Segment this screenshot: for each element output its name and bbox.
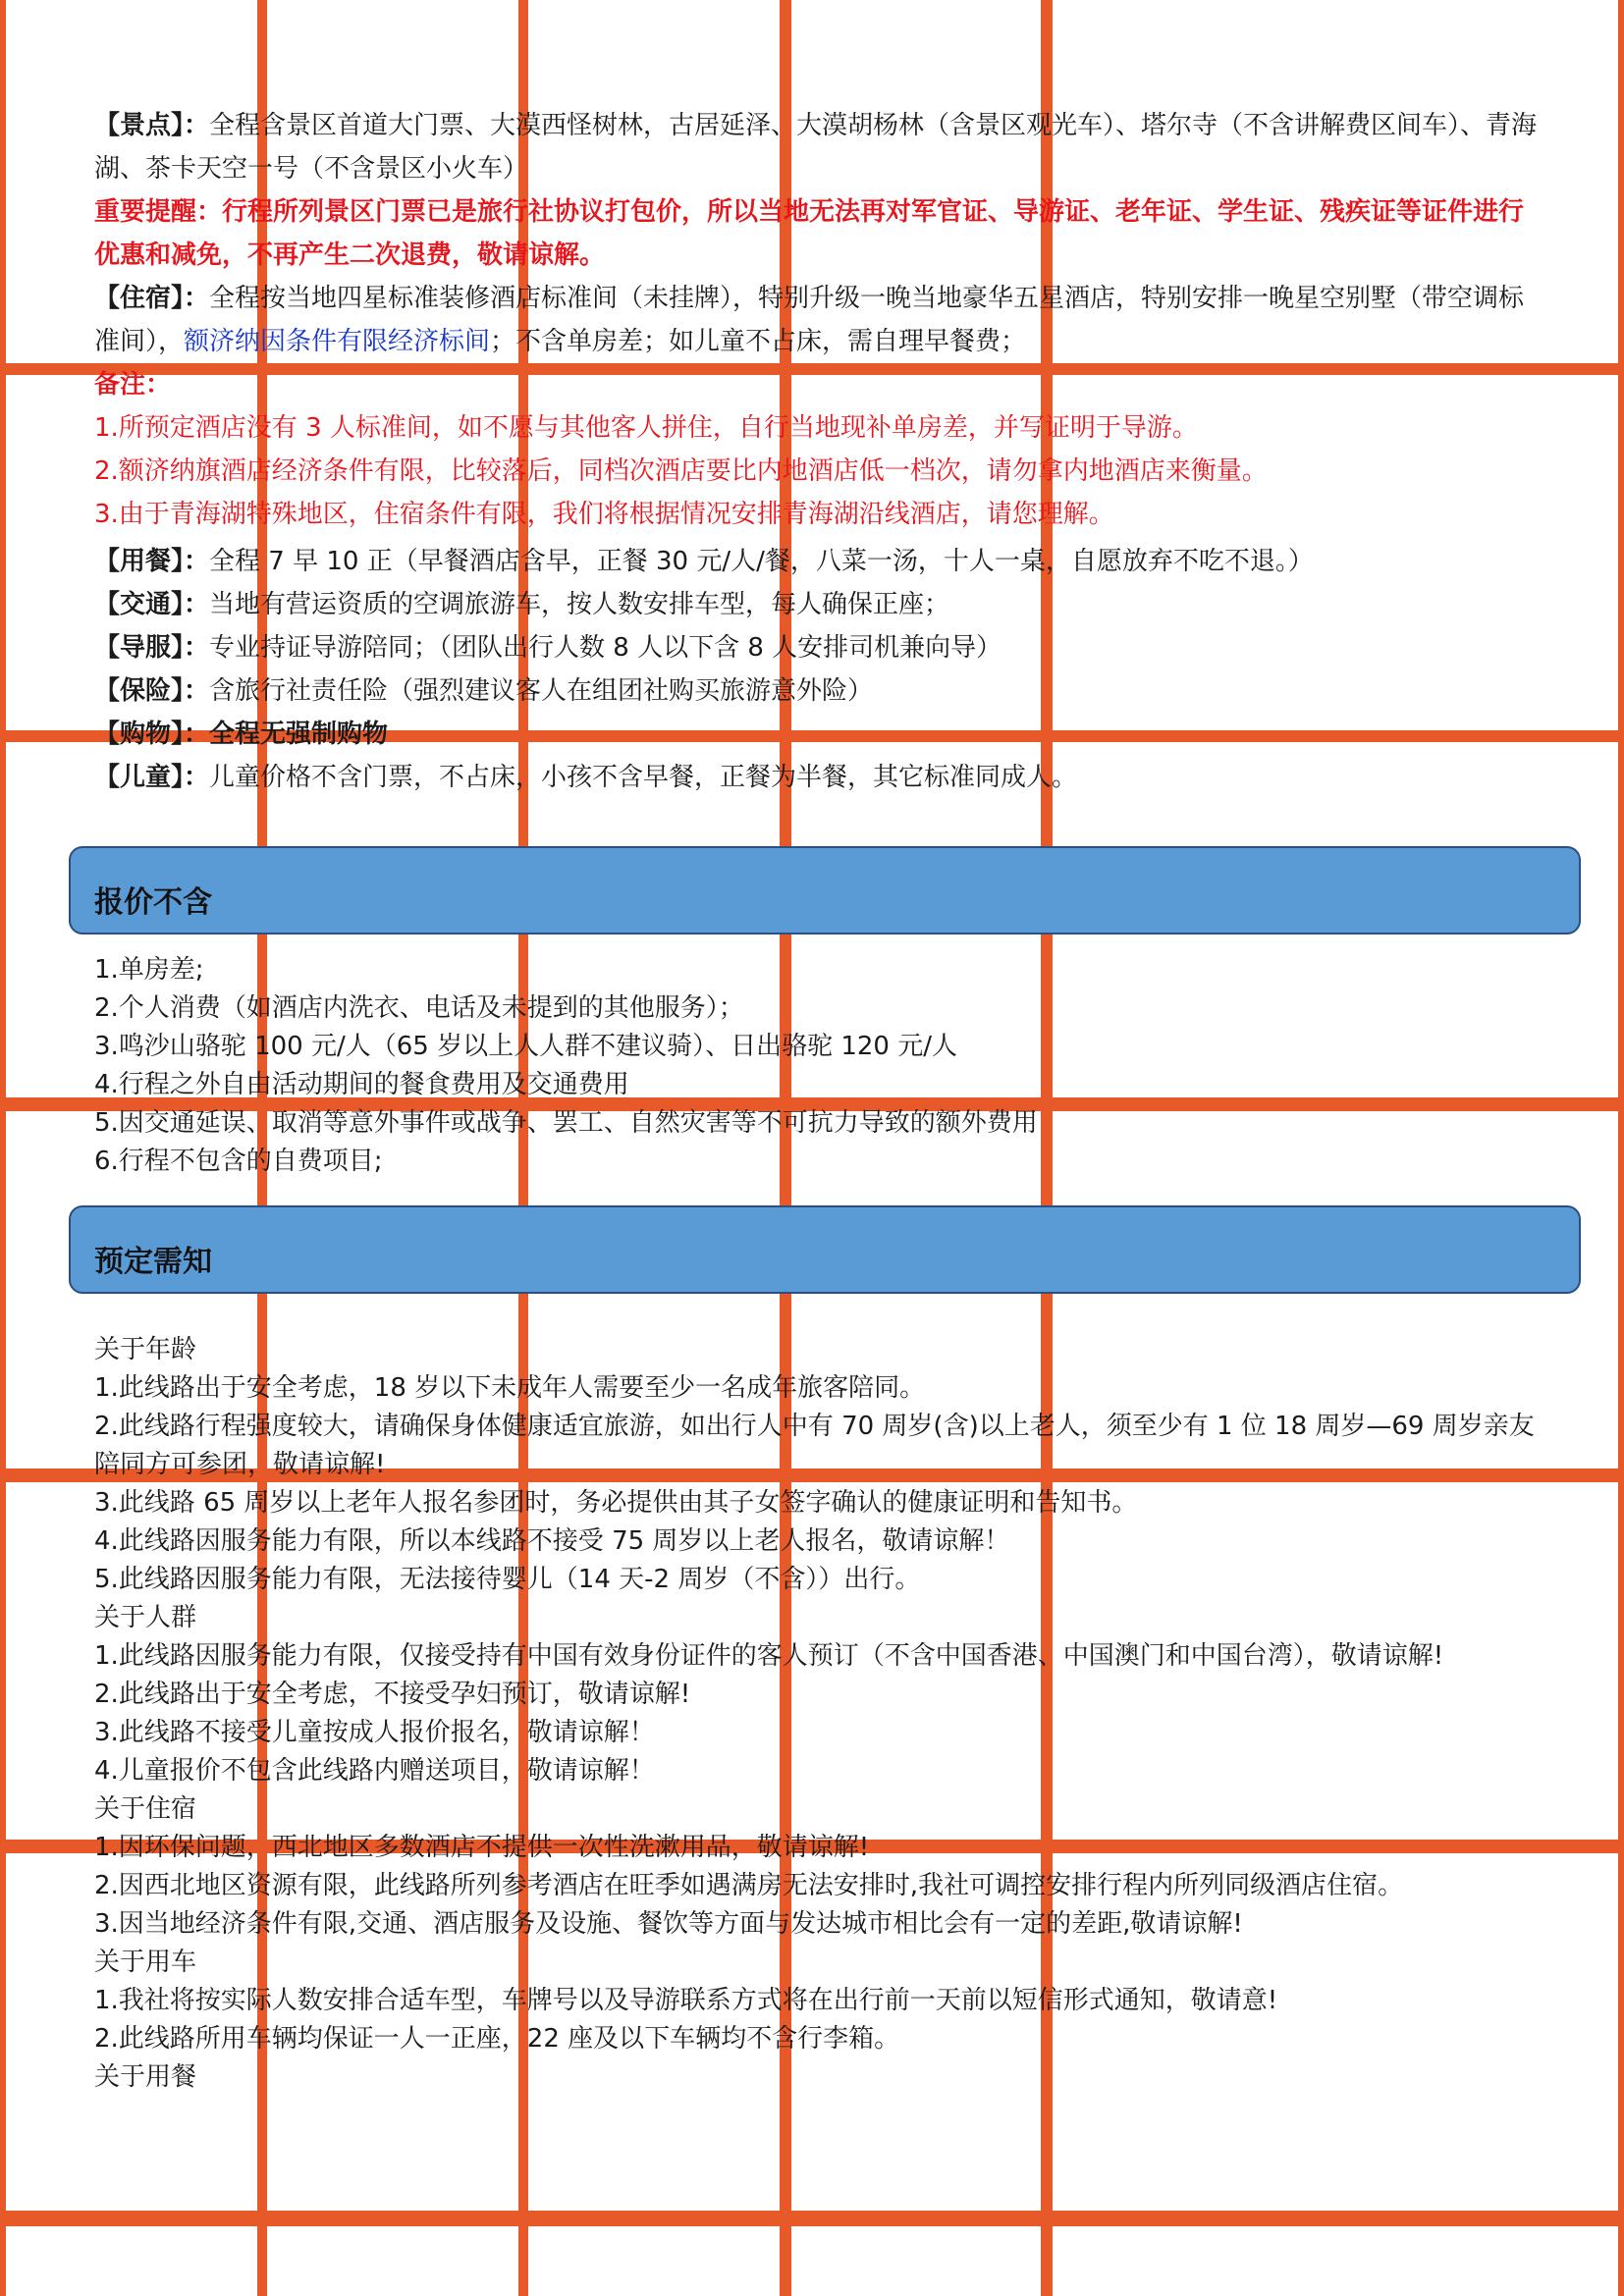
- scenic-paragraph: [94, 104, 1538, 190]
- list-item: 2.个人消费（如酒店内洗衣、电话及未提到的其他服务）；: [94, 993, 744, 1023]
- inclusion-list: [94, 540, 1538, 799]
- lodging-label: 【住宿】：: [94, 284, 210, 313]
- list-item: 4.行程之外自由活动期间的餐食费用及交通费用: [94, 1070, 629, 1099]
- insurance-text: 含旅行社责任险（强烈建议客人在组团社购买旅游意外险）: [209, 676, 874, 706]
- booking-title: 预定需知: [94, 1245, 212, 1279]
- transport-row: [94, 583, 1538, 626]
- exclusions-list: [94, 951, 1547, 1181]
- list-item: 1.因环保问题，西北地区多数酒店不提供一次性洗漱用品，敬请谅解!: [94, 1833, 870, 1862]
- transport-label: 【交通】：: [94, 590, 210, 619]
- group-heading: 关于住宿: [94, 1794, 197, 1824]
- list-item: 3.因当地经济条件有限,交通、酒店服务及设施、餐饮等方面与发达城市相比会有一定的差距,敬请谅解!: [94, 1909, 1243, 1939]
- list-item: 1.我社将按实际人数安排合适车型，车牌号以及导游联系方式将在出行前一天前以短信形式通知，敬请意!: [94, 1986, 1278, 2015]
- meals-text: 全程 7 早 10 正（早餐酒店含早，正餐 30 元/人/餐，八菜一汤，十人一桌，自愿放弃不吃不退。）: [209, 547, 1314, 576]
- list-item: 2.此线路出于安全考虑，不接受孕妇预订，敬请谅解!: [94, 1680, 691, 1709]
- guide-label: 【导服】：: [94, 633, 210, 663]
- list-item: 5.因交通延误、取消等意外事件或战争、罢工、自然灾害等不可抗力导致的额外费用: [94, 1108, 1038, 1138]
- list-item: 4.儿童报价不包含此线路内赠送项目，敬请谅解！: [94, 1756, 655, 1786]
- list-item: 1.此线路出于安全考虑，18 岁以下未成年人需要至少一名成年旅客陪同。: [94, 1373, 926, 1403]
- lodging-blue-text: 额济纳因条件有限经济标间: [184, 327, 491, 356]
- important-paragraph: [94, 190, 1538, 277]
- list-item: 5.此线路因服务能力有限，无法接待婴儿（14 天-2 周岁（不含））出行。: [94, 1565, 921, 1594]
- guide-row: [94, 626, 1538, 669]
- list-item: 1.此线路因服务能力有限，仅接受持有中国有效身份证件的客人预订（不含中国香港、中国澳门和中国台湾），敬请谅解!: [94, 1641, 1444, 1671]
- lodging-text: 全程按当地四星标准装修酒店标准间（未挂牌），特别升级一晚当地豪华五星酒店，特别安排一晚星空别墅（带空调标准间），: [94, 284, 1525, 356]
- notes-item: 1.所预定酒店没有 3 人标准间，如不愿与其他客人拼住，自行当地现补单房差，并写证明于导游。: [94, 413, 1198, 443]
- notes-label: 备注：: [94, 370, 172, 400]
- shopping-label: 【购物】：: [94, 720, 210, 749]
- list-item: 1.单房差;: [94, 955, 204, 985]
- shopping-text: 全程无强制购物: [209, 720, 389, 749]
- list-item: 2.此线路所用车辆均保证一人一正座，22 座及以下车辆均不含行李箱。: [94, 2024, 900, 2054]
- notes-item: 3.由于青海湖特殊地区，住宿条件有限，我们将根据情况安排青海湖沿线酒店，请您理解。: [94, 500, 1114, 529]
- group-heading: 关于用餐: [94, 2062, 197, 2092]
- list-item: 6.行程不包含的自费项目;: [94, 1147, 383, 1176]
- group-heading: 关于年龄: [94, 1335, 197, 1364]
- shopping-row: [94, 713, 1538, 756]
- list-item: 3.此线路不接受儿童按成人报价报名，敬请谅解！: [94, 1718, 655, 1747]
- children-row: [94, 756, 1538, 799]
- list-item: 2.因西北地区资源有限，此线路所列参考酒店在旺季如遇满房无法安排时,我社可调控安排行程内所列同级酒店住宿。: [94, 1871, 1404, 1900]
- scenic-text: 全程含景区首道大门票、大漠西怪树林，古居延泽、大漠胡杨林（含景区观光车）、塔尔寺（不含讲解费区间车）、青海湖、茶卡天空一号（不含景区小火车）: [94, 111, 1538, 184]
- important-label: 重要提醒：: [94, 197, 223, 227]
- lodging-tail: ；不含单房差；如儿童不占床，需自理早餐费；: [490, 327, 1027, 356]
- transport-text: 当地有营运资质的空调旅游车，按人数安排车型，每人确保正座；: [209, 590, 950, 619]
- guide-text: 专业持证导游陪同；（团队出行人数 8 人以下含 8 人安排司机兼向导）: [209, 633, 1002, 663]
- meals-row: [94, 540, 1538, 583]
- exclusions-title: 报价不含: [94, 885, 212, 920]
- important-text: 行程所列景区门票已是旅行社协议打包价，所以当地无法再对军官证、导游证、老年证、学生证、残疾证等证件进行优惠和减免，不再产生二次退费，敬请谅解。: [94, 197, 1525, 270]
- insurance-row: [94, 669, 1538, 713]
- list-item: 2.此线路行程强度较大，请确保身体健康适宜旅游，如出行人中有 70 周岁(含)以上老人，须至少有 1 位 18 周岁—69 周岁亲友陪同方可参团，敬请谅解!: [94, 1412, 1535, 1479]
- notes-item: 2.额济纳旗酒店经济条件有限，比较落后，同档次酒店要比内地酒店低一档次，请勿拿内地酒店来衡量。: [94, 456, 1268, 486]
- meals-label: 【用餐】：: [94, 547, 210, 576]
- list-item: 4.此线路因服务能力有限，所以本线路不接受 75 周岁以上老人报名，敬请谅解！: [94, 1526, 1010, 1556]
- lodging-paragraph: [94, 277, 1538, 363]
- booking-list: [94, 1331, 1538, 2097]
- exclusions-header: [69, 846, 1581, 934]
- children-label: 【儿童】：: [94, 763, 210, 792]
- group-heading: 关于人群: [94, 1603, 197, 1632]
- scenic-label: 【景点】：: [94, 111, 210, 140]
- list-item: 3.鸣沙山骆驼 100 元/人（65 岁以上人人群不建议骑）、日出骆驼 120 元/人: [94, 1032, 957, 1061]
- list-item: 3.此线路 65 周岁以上老年人报名参团时，务必提供由其子女签字确认的健康证明和告知书。: [94, 1488, 1138, 1518]
- insurance-label: 【保险】：: [94, 676, 210, 706]
- booking-header: [69, 1205, 1581, 1294]
- children-text: 儿童价格不含门票，不占床，小孩不含早餐，正餐为半餐，其它标准同成人。: [209, 763, 1078, 792]
- notes-block: [94, 363, 1538, 536]
- group-heading: 关于用车: [94, 1948, 197, 1977]
